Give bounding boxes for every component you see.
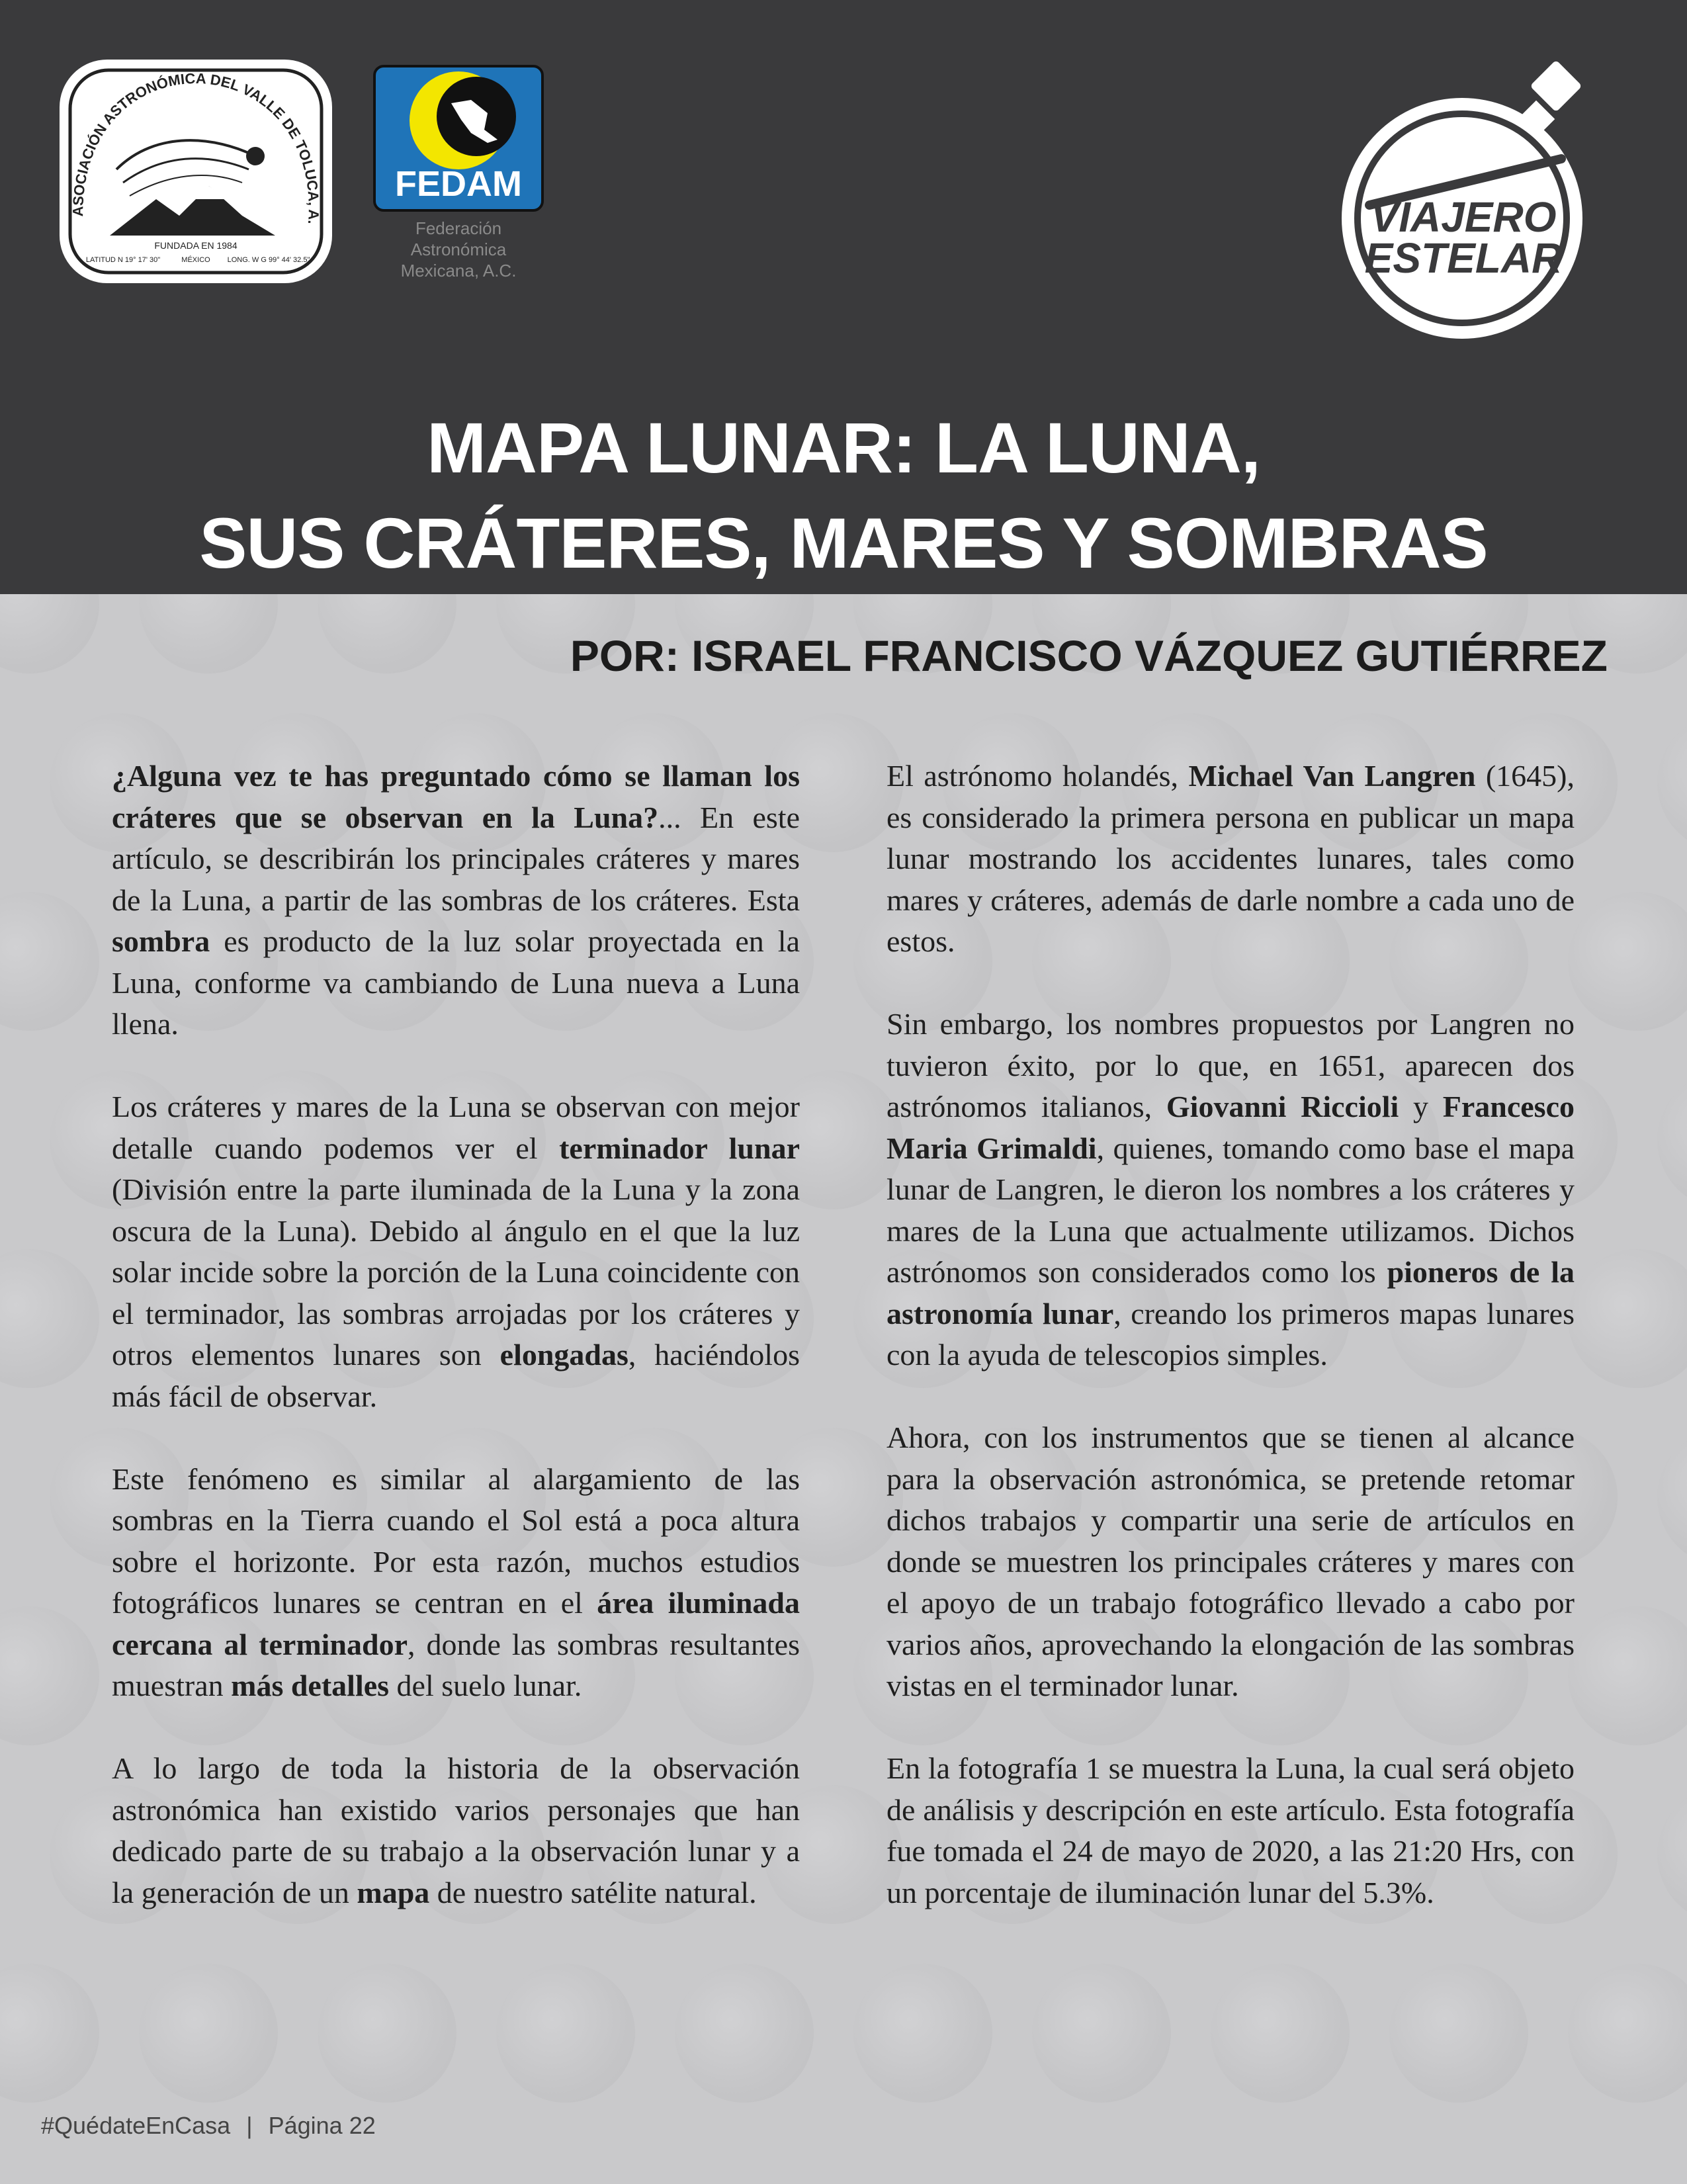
- article-paragraph: [112, 1459, 800, 1707]
- moon-pattern-circle: [0, 1964, 99, 2103]
- paragraph-text: ... En este artículo, se describirán los principales cráteres y mares de la Luna, a partir de las sombras de los cráteres. Esta: [112, 800, 800, 917]
- article-title-line1: MAPA LUNAR: LA LUNA,: [427, 408, 1260, 488]
- paragraph-text: A lo largo de toda la historia de la observación astronómica han existido varios personajes que han dedicado parte de su trabajo a la observación lunar y a la generación de un: [112, 1751, 800, 1909]
- moon-pattern-circle: [1211, 1964, 1350, 2103]
- fedam-line3: Mexicana, A.C.: [400, 261, 517, 281]
- paragraph-text: del suelo lunar.: [389, 1669, 582, 1702]
- paragraph-text: Los cráteres y mares de la Luna se observan con mejor detalle cuando podemos ver el: [112, 1090, 800, 1165]
- paragraph-text: El astrónomo holandés,: [887, 759, 1189, 793]
- moon-pattern-circle: [1657, 1428, 1687, 1567]
- moon-pattern-circle: [675, 1964, 814, 2103]
- paragraph-text: , creando los primeros mapas lunares con la ayuda de telescopios simples.: [887, 1296, 1575, 1372]
- moon-pattern-circle: [139, 1964, 278, 2103]
- moon-pattern-circle: [1568, 1964, 1687, 2103]
- left-column: [112, 756, 800, 1955]
- paragraph-bold-text: pioneros de la astronomía lunar: [887, 1255, 1575, 1331]
- moon-pattern-circle: [853, 1964, 992, 2103]
- fedam-logo: [372, 64, 545, 282]
- aavt-logo: [57, 57, 335, 286]
- paragraph-bold-text: Michael Van Langren: [1188, 759, 1476, 793]
- paragraph-text: de nuestro satélite natural.: [429, 1875, 757, 1909]
- moon-pattern-circle: [0, 1249, 99, 1388]
- footer-hashtag: #QuédateEnCasa: [41, 2112, 231, 2139]
- fedam-line1: Federación: [415, 218, 502, 238]
- paragraph-bold-text: elongadas: [499, 1338, 628, 1372]
- viajero-estelar-logo: [1317, 40, 1621, 344]
- fedam-line2: Astronómica: [410, 240, 507, 259]
- paragraph-text: (División entre la parte iluminada de la Luna y la zona oscura de la Luna). Debido al ángulo en el que la luz solar incide sobre la porción de la Luna coincidente con el terminador, las sombras arrojadas por los cráteres y otros elementos lunares son: [112, 1172, 800, 1372]
- moon-pattern-circle: [318, 1964, 456, 2103]
- paragraph-text: es producto de la luz solar proyectada en la Luna, conforme va cambiando de Luna nueva a Luna llena.: [112, 924, 800, 1041]
- paragraph-bold-text: ¿Alguna vez te has preguntado cómo se llaman los cráteres que se observan en la Luna?: [112, 759, 800, 834]
- article-paragraph: [887, 756, 1575, 963]
- paragraph-text: Este fenómeno es similar al alargamiento de las sombras en la Tierra cuando el Sol está a poca altura sobre el horizonte. Por esta razón, muchos estudios fotográficos lunares se centran en el: [112, 1462, 800, 1620]
- moon-pattern-circle: [1568, 892, 1687, 1031]
- fedam-wordmark: FEDAM: [395, 164, 522, 204]
- paragraph-text: En la fotografía 1 se muestra la Luna, la cual será objeto de análisis y descripción en este artículo. Esta fotografía fue tomada el 24 de mayo de 2020, a las 21:20 Hrs, con un porcentaje de iluminación lunar del 5.3%.: [887, 1751, 1575, 1909]
- article-title-line2: SUS CRÁTERES, MARES Y SOMBRAS: [199, 503, 1488, 583]
- paragraph-bold-text: Giovanni Riccioli: [1166, 1090, 1399, 1123]
- paragraph-text: , donde las sombras resultantes muestran: [112, 1627, 800, 1702]
- article-paragraph: [112, 1086, 800, 1417]
- right-column: [887, 756, 1575, 1955]
- paragraph-bold-text: Francesco Maria Grimaldi: [887, 1090, 1575, 1165]
- paragraph-text: , quienes, tomando como base el mapa lunar de Langren, le dieron los nombres a los cráteres y mares de la Luna que actualmente utilizamos. Dichos astrónomos son considerados como los: [887, 1131, 1575, 1289]
- paragraph-bold-text: sombra: [112, 924, 210, 958]
- paragraph-text: , haciéndolos más fácil de observar.: [112, 1338, 800, 1413]
- paragraph-text: (1645), es considerado la primera persona en publicar un mapa lunar mostrando los accidentes lunares, tales como mares y cráteres, además de darle nombre a cada uno de estos.: [887, 759, 1575, 958]
- aavt-arc-text: ASOCIACIÓN ASTRONÓMICA DEL VALLE DE TOLUCA, A.: [69, 69, 322, 225]
- moon-pattern-circle: [1389, 1964, 1528, 2103]
- aavt-lat-text: LATITUD N 19° 17' 30": [85, 256, 161, 264]
- paragraph-bold-text: terminador lunar: [559, 1131, 800, 1165]
- paragraph-bold-text: área iluminada cercana al terminador: [112, 1586, 800, 1661]
- moon-pattern-circle: [1657, 713, 1687, 852]
- moon-pattern-circle: [0, 1606, 99, 1745]
- paragraph-text: y: [1399, 1090, 1443, 1123]
- paragraph-bold-text: mapa: [357, 1875, 430, 1909]
- aavt-place-text: MÉXICO: [181, 256, 210, 264]
- article-paragraph: [112, 1748, 800, 1913]
- moon-pattern-circle: [0, 892, 99, 1031]
- article-paragraph: [887, 1004, 1575, 1376]
- viajero-line1: VIAJERO: [1370, 193, 1557, 241]
- moon-pattern-circle: [1657, 1070, 1687, 1209]
- moon-pattern-circle: [1568, 1249, 1687, 1388]
- paragraph-text: Sin embargo, los nombres propuestos por Langren no tuvieron éxito, por lo que, en 1651, aparecen dos astrónomos italianos,: [887, 1007, 1575, 1123]
- viajero-line2: ESTELAR: [1364, 234, 1563, 282]
- article-paragraph: [112, 756, 800, 1045]
- footer-page-number: Página 22: [268, 2112, 376, 2139]
- moon-pattern-circle: [1657, 1785, 1687, 1924]
- paragraph-bold-text: más detalles: [231, 1669, 390, 1702]
- article-paragraph: [887, 1748, 1575, 1913]
- page-footer: [41, 2109, 376, 2142]
- article-paragraph: [887, 1417, 1575, 1707]
- moon-pattern-circle: [496, 1964, 635, 2103]
- moon-pattern-circle: [1032, 1964, 1171, 2103]
- moon-pattern-circle: [1568, 1606, 1687, 1745]
- aavt-long-text: LONG. W G 99° 44' 32.5": [227, 256, 310, 264]
- aavt-founded-text: FUNDADA EN 1984: [154, 240, 238, 251]
- paragraph-text: Ahora, con los instrumentos que se tienen al alcance para la observación astronómica, se pretende retomar dichos trabajos y compartir una serie de artículos en donde se muestren los principales cráteres y mares con el apoyo de un trabajo fotográfico llevado a cabo por varios años, aprovechando la elongación de las sombras vistas en el terminador lunar.: [887, 1420, 1575, 1702]
- footer-separator: |: [246, 2112, 253, 2139]
- article-byline: POR: ISRAEL FRANCISCO VÁZQUEZ GUTIÉRREZ: [570, 631, 1608, 680]
